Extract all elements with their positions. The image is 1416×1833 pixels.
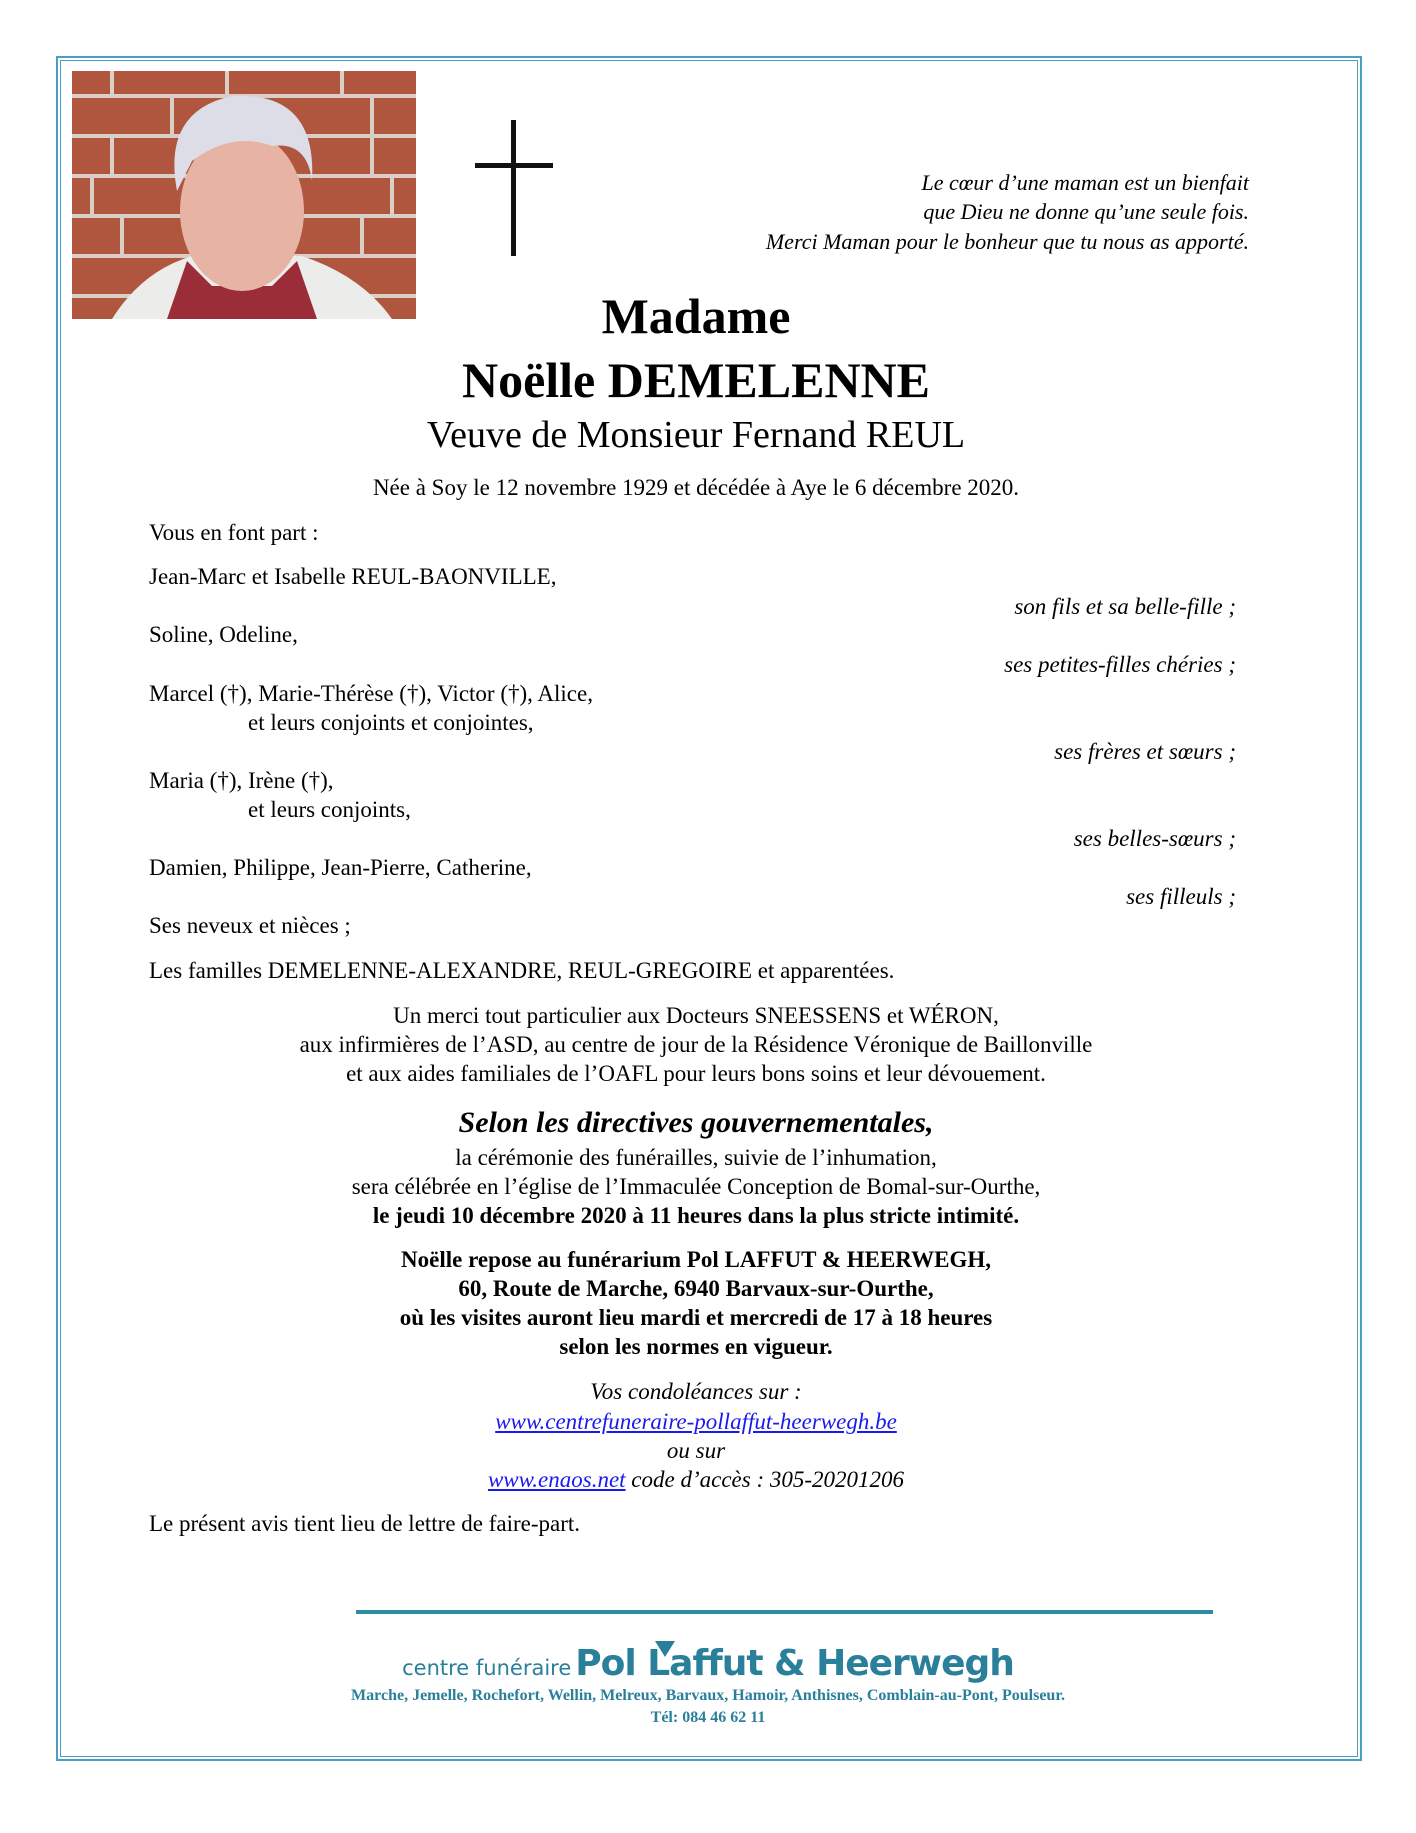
portrait-photo [72,71,416,319]
visit-line: où les visites auront lieu mardi et mercredi de 17 à 18 heures [399,1305,993,1330]
family-names: Jean-Marc et Isabelle REUL-BAONVILLE, [149,564,557,589]
visit-line: selon les normes en vigueur. [559,1334,833,1359]
ceremony-heading: Selon les directives gouvernementales, [458,1106,934,1139]
family-relation: ses frères et sœurs ; [1054,739,1236,764]
footer-phone: Tél: 084 46 62 11 [650,1709,766,1726]
intro: Vous en font part : [149,520,319,545]
family-extra: et leurs conjoints, [248,797,411,822]
condolences-label: Vos condoléances sur : [590,1379,802,1404]
family-names: Marcel (†), Marie-Thérèse (†), Victor (†), Alice, [149,681,593,706]
logo-prefix: centre funéraire [402,1656,572,1680]
ceremony-line: la cérémonie des funérailles, suivie de l’inhumation, [455,1145,937,1170]
dates-line: Née à Soy le 12 novembre 1929 et décédée à Aye le 6 décembre 2020. [372,475,1020,500]
logo-brand: Pol Laffut & Heerwegh [575,1643,1014,1684]
condolences-or: ou sur [666,1438,726,1463]
thanks-line: aux infirmières de l’ASD, au centre de jour de la Résidence Véronique de Baillonville [299,1032,1093,1057]
families: Les familles DEMELENNE-ALEXANDRE, REUL-GREGOIRE et apparentées. [149,958,895,983]
funeral-home-logo [0,1644,1416,1691]
family-names: Soline, Odeline, [149,622,298,647]
family-relation: son fils et sa belle-fille ; [1014,594,1236,619]
footer-towns: Marche, Jemelle, Rochefort, Wellin, Melreux, Barvaux, Hamoir, Anthisnes, Comblain-au-Pont, Poulseur. [351,1687,1065,1704]
ceremony-line: sera célébrée en l’église de l’Immaculée Conception de Bomal-sur-Ourthe, [351,1174,1041,1199]
condolences-link-enaos[interactable]: www.enaos.net [487,1467,626,1492]
quote-line: Merci Maman pour le bonheur que tu nous as apporté. [765,229,1249,254]
nephews: Ses neveux et nièces ; [149,913,351,938]
ceremony-date: le jeudi 10 décembre 2020 à 11 heures dans la plus stricte intimité. [372,1203,1020,1228]
footer-divider [356,1610,1213,1614]
honorific: Madame [601,288,791,344]
family-relation: ses belles-sœurs ; [1073,826,1236,851]
quote-line: Le cœur d’une maman est un bienfait [921,170,1249,195]
thanks-line: Un merci tout particulier aux Docteurs SNEESSENS et WÉRON, [393,1003,999,1028]
condolences-link-funeral-home[interactable]: www.centrefuneraire-pollaffut-heerwegh.be [495,1409,897,1434]
thanks-line: et aux aides familiales de l’OAFL pour leurs bons soins et leur dévouement. [346,1061,1046,1086]
family-extra: et leurs conjoints et conjointes, [248,710,534,735]
family-relation: ses filleuls ; [1126,884,1236,909]
visit-line: Noëlle repose au funérarium Pol LAFFUT & HEERWEGH, [401,1247,991,1272]
cross-icon-bar [475,163,553,168]
access-code: code d’accès : 305-20201206 [625,1467,905,1492]
visit-line: 60, Route de Marche, 6940 Barvaux-sur-Ourthe, [458,1276,934,1301]
quote-line: que Dieu ne donne qu’une seule fois. [923,199,1249,224]
family-names: Damien, Philippe, Jean-Pierre, Catherine, [149,855,532,880]
cross-icon [511,120,516,256]
deceased-name: Noëlle DEMELENNE [461,352,931,408]
family-relation: ses petites-filles chéries ; [1004,652,1236,677]
closing-note: Le présent avis tient lieu de lettre de faire-part. [149,1511,581,1536]
family-names: Maria (†), Irène (†), [149,768,334,793]
spouse-line: Veuve de Monsieur Fernand REUL [426,414,966,456]
